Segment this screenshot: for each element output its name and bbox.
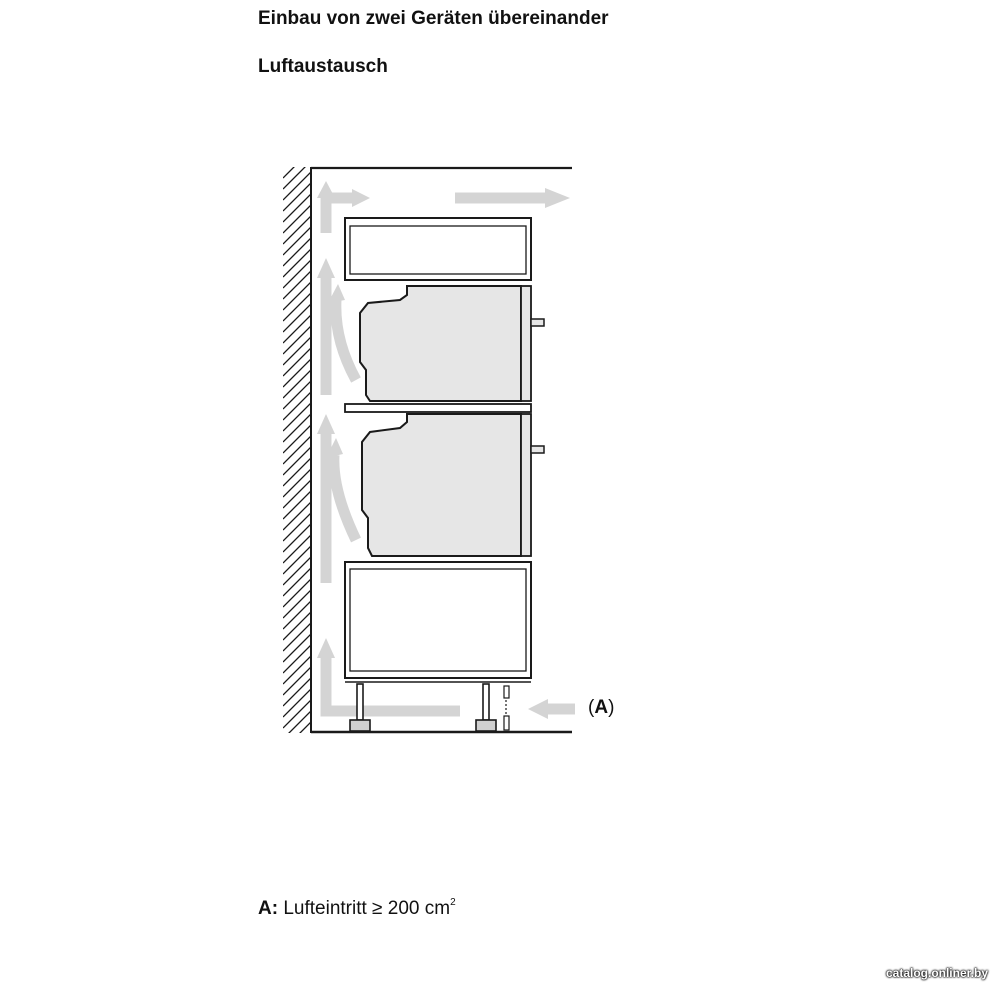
hatch-line bbox=[283, 227, 311, 255]
hatch-line bbox=[283, 612, 311, 640]
hatch-line bbox=[283, 205, 311, 233]
hatch-line bbox=[283, 326, 311, 354]
callout-a-label bbox=[588, 697, 614, 719]
hatch-line bbox=[283, 271, 311, 299]
hatch-line bbox=[283, 568, 311, 596]
lower-oven-knob bbox=[531, 446, 544, 453]
arrow-icon bbox=[545, 188, 570, 208]
foot-left-leg bbox=[357, 684, 363, 720]
hatch-line bbox=[283, 425, 311, 453]
hatch-line bbox=[283, 260, 311, 288]
top-cabinet bbox=[345, 218, 531, 280]
hatch-line bbox=[283, 381, 311, 409]
hatch-line bbox=[283, 447, 311, 475]
hatch-line bbox=[283, 667, 311, 695]
legend-superscript: 2 bbox=[450, 897, 456, 908]
hatch-line bbox=[283, 315, 311, 343]
hatch-line bbox=[283, 502, 311, 530]
section-subtitle: Luftaustausch bbox=[258, 56, 388, 77]
hatch-line bbox=[283, 623, 311, 651]
lower-oven bbox=[362, 414, 521, 556]
hatch-line bbox=[283, 645, 311, 673]
arrow-icon bbox=[317, 414, 335, 434]
hatch-line bbox=[283, 755, 311, 783]
hatch-line bbox=[283, 293, 311, 321]
hatch-line bbox=[283, 172, 311, 200]
hatch-line bbox=[283, 700, 311, 728]
hatch-line bbox=[283, 348, 311, 376]
hatch-line bbox=[283, 579, 311, 607]
hatch-line bbox=[283, 590, 311, 618]
arrow-icon bbox=[336, 300, 356, 380]
hatch-line bbox=[283, 458, 311, 486]
hatch-line bbox=[283, 194, 311, 222]
bottom-cabinet bbox=[345, 562, 531, 678]
arrow-icon bbox=[317, 181, 335, 198]
legend-text: Lufteintritt ≥ 200 cm bbox=[283, 898, 451, 919]
arrow-icon bbox=[317, 258, 335, 278]
arrow-icon bbox=[317, 638, 335, 658]
hatch-line bbox=[283, 469, 311, 497]
watermark: catalog.onliner.by bbox=[885, 966, 988, 980]
hatch-line bbox=[283, 359, 311, 387]
hatch-line bbox=[283, 733, 311, 761]
hatch-line bbox=[283, 238, 311, 266]
hatch-line bbox=[283, 711, 311, 739]
upper-oven-front bbox=[521, 286, 531, 401]
hatch-line bbox=[283, 161, 311, 189]
hatch-line bbox=[283, 370, 311, 398]
plinth-upper bbox=[504, 686, 509, 698]
hatch-line bbox=[283, 491, 311, 519]
upper-oven bbox=[360, 286, 521, 401]
hatch-line bbox=[283, 480, 311, 508]
legend bbox=[258, 897, 456, 920]
hatch-line bbox=[283, 744, 311, 772]
foot-left-pad bbox=[350, 720, 370, 731]
hatch-line bbox=[283, 249, 311, 277]
foot-right-pad bbox=[476, 720, 496, 731]
plinth-opening bbox=[504, 686, 509, 730]
middle-shelf bbox=[345, 404, 531, 412]
hatch-line bbox=[283, 634, 311, 662]
hatch-line bbox=[283, 678, 311, 706]
hatch-line bbox=[283, 656, 311, 684]
hatch-line bbox=[283, 150, 311, 178]
hatch-line bbox=[283, 546, 311, 574]
upper-oven-knob bbox=[531, 319, 544, 326]
hatch-line bbox=[283, 524, 311, 552]
hatch-line bbox=[283, 216, 311, 244]
hatch-line bbox=[283, 304, 311, 332]
hatch-line bbox=[283, 436, 311, 464]
callout-open: ( bbox=[588, 697, 595, 718]
arrow-icon bbox=[528, 699, 548, 719]
hatch-line bbox=[283, 689, 311, 717]
lower-oven-front bbox=[521, 414, 531, 556]
hatch-line bbox=[283, 535, 311, 563]
hatch-line bbox=[283, 414, 311, 442]
hatch-line bbox=[283, 183, 311, 211]
hatch-line bbox=[283, 513, 311, 541]
arrow-icon bbox=[334, 455, 356, 540]
hatch-line bbox=[283, 722, 311, 750]
hatch-line bbox=[283, 337, 311, 365]
page-title: Einbau von zwei Geräten übereinander bbox=[258, 8, 609, 29]
hatch-line bbox=[283, 601, 311, 629]
foot-right-leg bbox=[483, 684, 489, 720]
hatch-line bbox=[283, 392, 311, 420]
plinth-lower bbox=[504, 716, 509, 730]
hatch-line bbox=[283, 282, 311, 310]
hatch-line bbox=[283, 403, 311, 431]
arrow-icon bbox=[352, 189, 370, 207]
callout-close: ) bbox=[608, 697, 615, 718]
callout-letter: A bbox=[594, 697, 609, 718]
legend-key: A: bbox=[258, 898, 279, 919]
wall-hatching bbox=[283, 150, 311, 783]
hatch-line bbox=[283, 557, 311, 585]
